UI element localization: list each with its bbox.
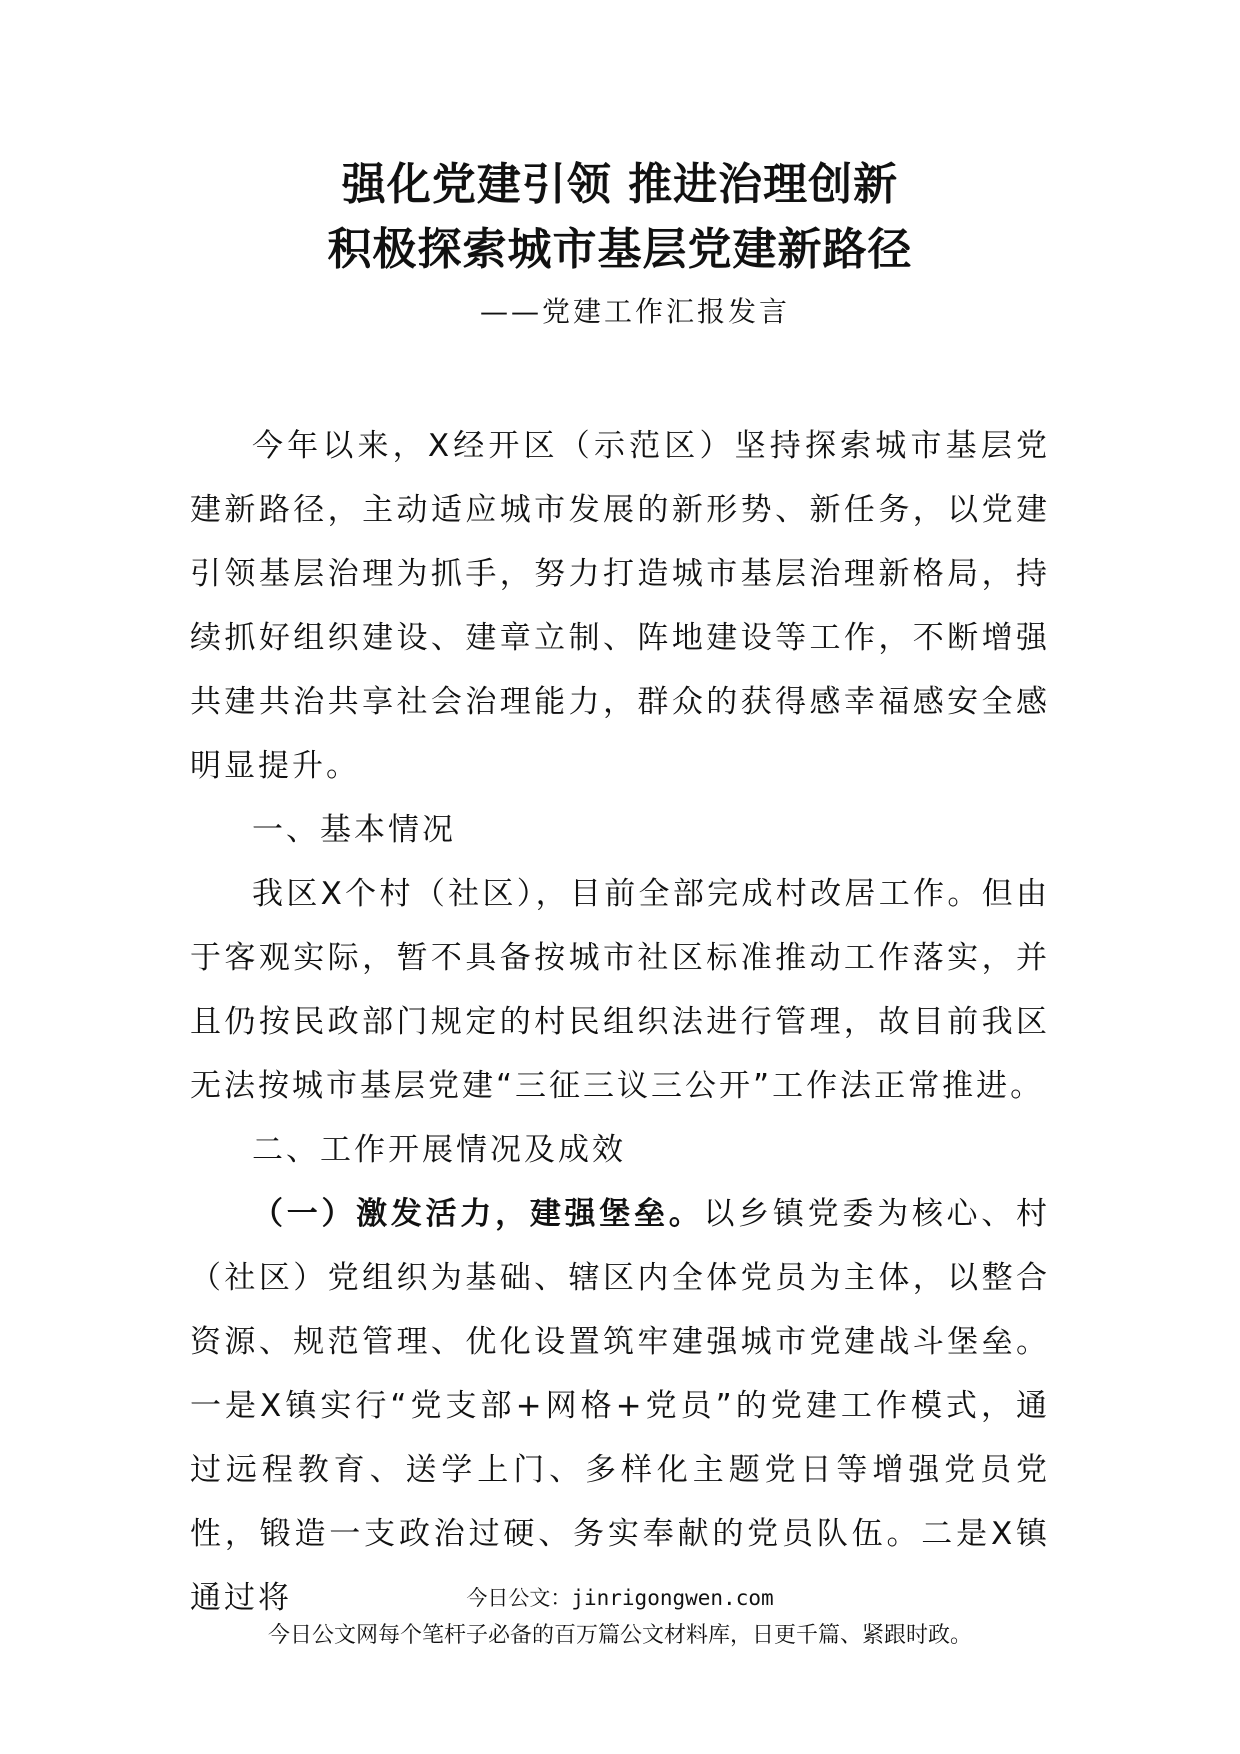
section1-body: 以乡镇党委为核心、村（社区）党组织为基础、辖区内全体党员为主体，以整合资源、规范管理、优化设置筑牢建强城市党建战斗堡垒。一是X镇实行“党支部+网格+党员”的党建工作模式，通过远程教育、送学上门、多样化主题党日等增强党员党性，锻造一支政治过硬、务实奉献的党员队伍。二是X镇通过将	[190, 1196, 1050, 1616]
footer-site-line	[0, 1583, 1240, 1613]
footer-slogan: 今日公文网每个笔杆子必备的百万篇公文材料库，日更千篇、紧跟时政。	[267, 1623, 972, 1648]
section1-lead: （一）激发活力，建强堡垒。	[252, 1196, 704, 1232]
document-subtitle: ——党建工作汇报发言	[479, 295, 790, 328]
document-title-line2: 积极探索城市基层党建新路径	[327, 224, 913, 275]
document-title-line1: 强化党建引领 推进治理创新	[341, 159, 899, 210]
section-heading-progress: 二、工作开展情况及成效	[252, 1132, 626, 1168]
basic-paragraph: 我区X个村（社区），目前全部完成村改居工作。但由于客观实际，暂不具备按城市社区标准推动工作落实，并且仍按民政部门规定的村民组织法进行管理，故目前我区无法按城市基层党建“三征三议三公开”工作法正常推进。	[190, 876, 1050, 1104]
intro-paragraph: 今年以来，X经开区（示范区）坚持探索城市基层党建新路径，主动适应城市发展的新形势、新任务，以党建引领基层治理为抓手，努力打造城市基层治理新格局，持续抓好组织建设、建章立制、阵地建设等工作，不断增强共建共治共享社会治理能力，群众的获得感幸福感安全感明显提升。	[190, 428, 1050, 784]
section1-paragraph	[190, 1182, 1050, 1630]
footer-site-label: 今日公文：	[466, 1586, 572, 1610]
document-body	[190, 414, 1050, 1630]
section-heading-basic: 一、基本情况	[252, 812, 456, 848]
footer-site-link[interactable]: jinrigongwen.com	[571, 1586, 774, 1610]
